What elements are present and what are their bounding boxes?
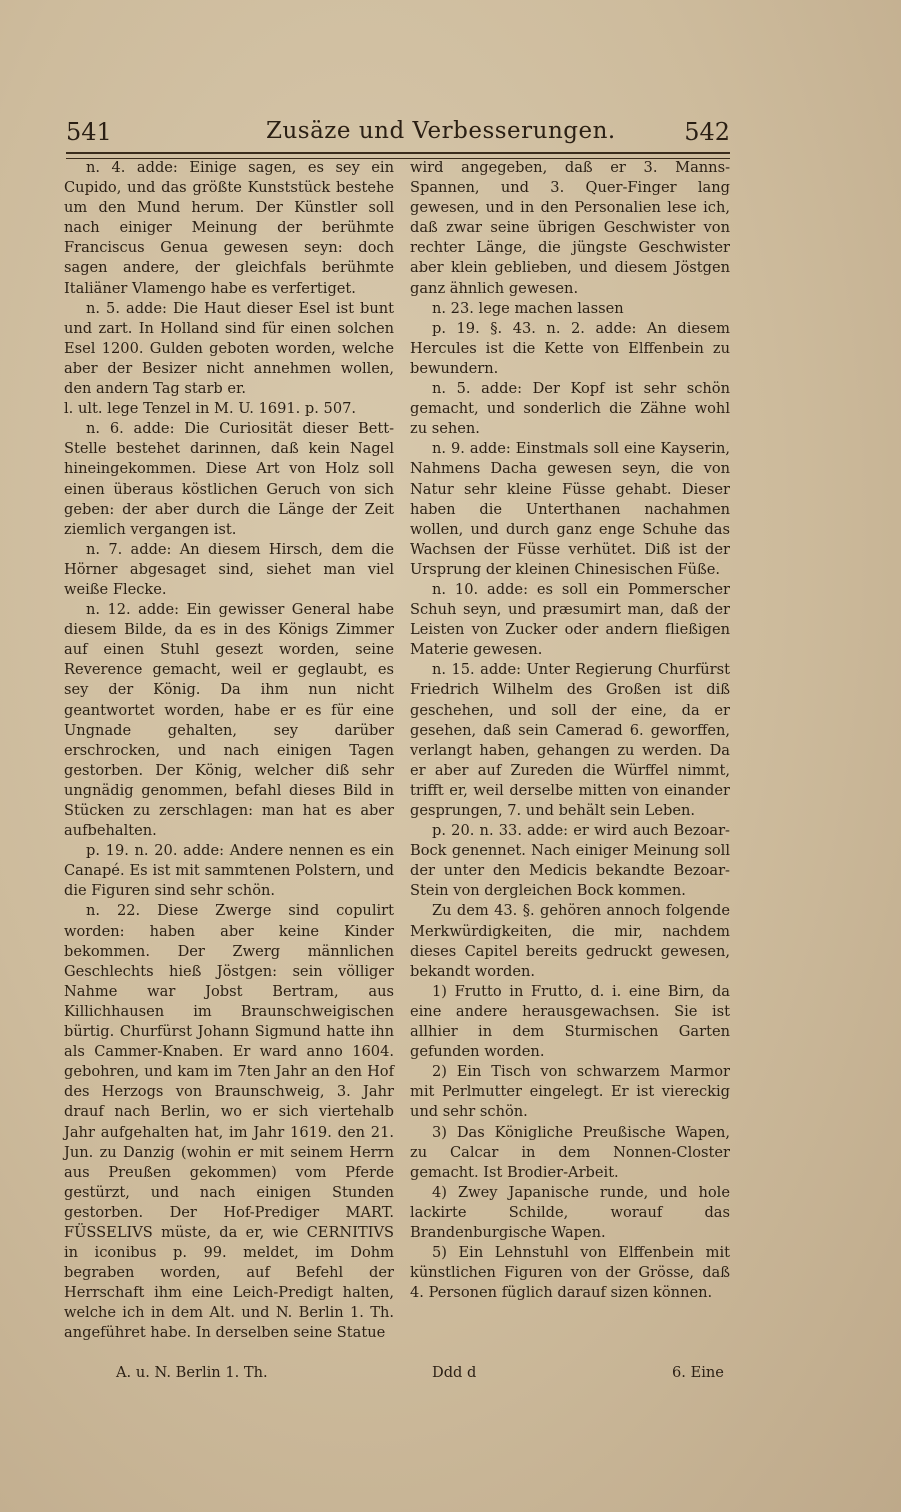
- list-item: 5) Ein Lehnstuhl von Elffenbein mit künstlichen Figuren von der Grösse, daß 4. Personen füglich darauf sizen können.: [410, 1244, 730, 1302]
- paragraph: n. 5. adde: Der Kopf ist sehr schön gemacht, und sonderlich die Zähne wohl zu sehen.: [410, 380, 730, 438]
- footnote-reference: A. u. N. Berlin 1. Th.: [116, 1364, 268, 1381]
- paragraph: l. ult. lege Tenzel in M. U. 1691. p. 507.: [64, 400, 357, 418]
- signature-mark: Ddd d: [432, 1364, 477, 1381]
- list-item: 3) Das Königliche Preußische Wapen, zu Calcar in dem Nonnen-Closter gemacht. Ist Brodier-Arbeit.: [410, 1123, 730, 1181]
- page-number-right: 542: [684, 118, 730, 146]
- left-column: [64, 158, 394, 1344]
- page-number-left: 541: [66, 118, 112, 146]
- paragraph: n. 4. adde: Einige sagen, es sey ein Cupido, und das größte Kunststück bestehe um den Mund herum. Der Künstler soll nach einiger Meinung der berühmte Franciscus Genua gewesen seyn: doch sagen andere, der gleichfals berühmte Italiäner Vlamengo habe es verfertiget.: [64, 159, 394, 297]
- paragraph: n. 6. adde: Die Curiosität dieser Bett-Stelle bestehet darinnen, daß kein Nagel hineingekommen. Diese Art von Holz soll einen überaus köstlichen Geruch von sich geben: der aber durch die Länge der Zeit ziemlich vergangen ist.: [64, 420, 394, 538]
- running-title: Zusäze und Verbesserungen.: [266, 118, 616, 144]
- paragraph: p. 20. n. 33. adde: er wird auch Bezoar-Bock genennet. Nach einiger Meinung soll der unter den Medicis bekandte Bezoar-Stein von dergleichen Bock kommen.: [410, 822, 730, 900]
- paragraph: Zu dem 43. §. gehören annoch folgende Merkwürdigkeiten, die mir, nachdem dieses Capitel bereits gedruckt gewesen, bekandt worden.: [410, 902, 730, 980]
- catchword: 6. Eine: [672, 1364, 724, 1381]
- list-item: 4) Zwey Japanische runde, und hole lackirte Schilde, worauf das Brandenburgische Wapen.: [410, 1183, 730, 1241]
- paragraph: p. 19. §. 43. n. 2. adde: An diesem Hercules ist die Kette von Elffenbein zu bewundern.: [410, 319, 730, 377]
- paragraph: n. 5. adde: Die Haut dieser Esel ist bunt und zart. In Holland sind für einen solchen Esel 1200. Gulden geboten worden, welche aber der Besizer nicht annehmen wollen, den andern Tag starb er.: [64, 299, 394, 398]
- paragraph: n. 23. lege machen lassen: [432, 299, 624, 317]
- paragraph: n. 10. adde: es soll ein Pommerscher Schuh seyn, und præsumirt man, daß der Leisten von Zucker oder andern fließigen Materie gewesen.: [410, 580, 730, 659]
- paragraph: n. 7. adde: An diesem Hirsch, dem die Hörner abgesaget sind, siehet man viel weiße Flecke.: [64, 540, 394, 598]
- list-item: 2) Ein Tisch von schwarzem Marmor mit Perlmutter eingelegt. Er ist viereckig und sehr schön.: [410, 1063, 730, 1121]
- paragraph: p. 19. n. 20. adde: Andere nennen es ein Canapé. Es ist mit sammtenen Polstern, und die Figuren sind sehr schön.: [64, 842, 394, 900]
- paragraph: n. 15. adde: Unter Regierung Churfürst Friedrich Wilhelm des Großen ist diß geschehen, und soll der eine, da er gesehen, daß sein Camerad 6. geworffen, verlangt haben, gehangen zu werden. Da er aber auf Zureden die Würffel nimmt, trifft er, weil derselbe mitten von einander gesprungen, 7. und behält sein Leben.: [410, 661, 730, 819]
- paragraph: wird angegeben, daß er 3. Manns-Spannen, und 3. Quer-Finger lang gewesen, und in den Personalien lese ich, daß zwar seine übrigen Geschwister von rechter Länge, die jüngste Geschwister aber klein geblieben, und diesem Jöstgen ganz ähnlich gewesen.: [410, 159, 730, 297]
- paragraph: n. 9. adde: Einstmals soll eine Kayserin, Nahmens Dacha gewesen seyn, die von Natur sehr kleine Füsse gehabt. Dieser haben die Unterthanen nachahmen wollen, und durch ganz enge Schuhe das Wachsen der Füsse verhütet. Diß ist der Ursprung der kleinen Chinesischen Füße.: [410, 440, 730, 578]
- paragraph: n. 22. Diese Zwerge sind copulirt worden: haben aber keine Kinder bekommen. Der Zwerg männlichen Geschlechts hieß Jöstgen: sein völliger Nahme war Jobst Bertram, aus Killichhausen im Braunschweigischen bürtig. Churfürst Johann Sigmund hatte ihn als Cammer-Knaben. Er ward anno 1604. gebohren, und kam im 7ten Jahr an den Hof des Herzogs von Braunschweig, 3. Jahr drauf nach Berlin, wo er sich viertehalb Jahr aufgehalten hat, im Jahr 1619. den 21. Jun. zu Danzig (wohin er mit seinem Herrn aus Preußen gekommen) vom Pferde gestürzt, und nach einigen Stunden gestorben. Der Hof-Prediger MART. FÜSSELIVS müste, da er, wie CERNITIVS in iconibus p. 99. meldet, im Dohm begraben worden, auf Befehl der Herrschaft ihm eine Leich-Predigt halten, welche ich in dem Alt. und N. Berlin 1. Th. angeführet habe. In derselben seine Statue: [64, 902, 394, 1342]
- right-column: [410, 158, 730, 1303]
- paragraph: n. 12. adde: Ein gewisser General habe diesem Bilde, da es in des Königs Zimmer auf einen Stuhl gesezt worden, seine Reverence gemacht, weil er geglaubt, es sey der König. Da ihm nun nicht geantwortet worden, habe er es für eine Ungnade gehalten, sey darüber erschrocken, und nach einigen Tagen gestorben. Der König, welcher diß sehr ungnädig genommen, befahl dieses Bild in Stücken zu zerschlagen: man hat es aber aufbehalten.: [64, 601, 394, 840]
- list-item: 1) Frutto in Frutto, d. i. eine Birn, da eine andere herausgewachsen. Sie ist allhier in dem Sturmischen Garten gefunden worden.: [410, 982, 730, 1061]
